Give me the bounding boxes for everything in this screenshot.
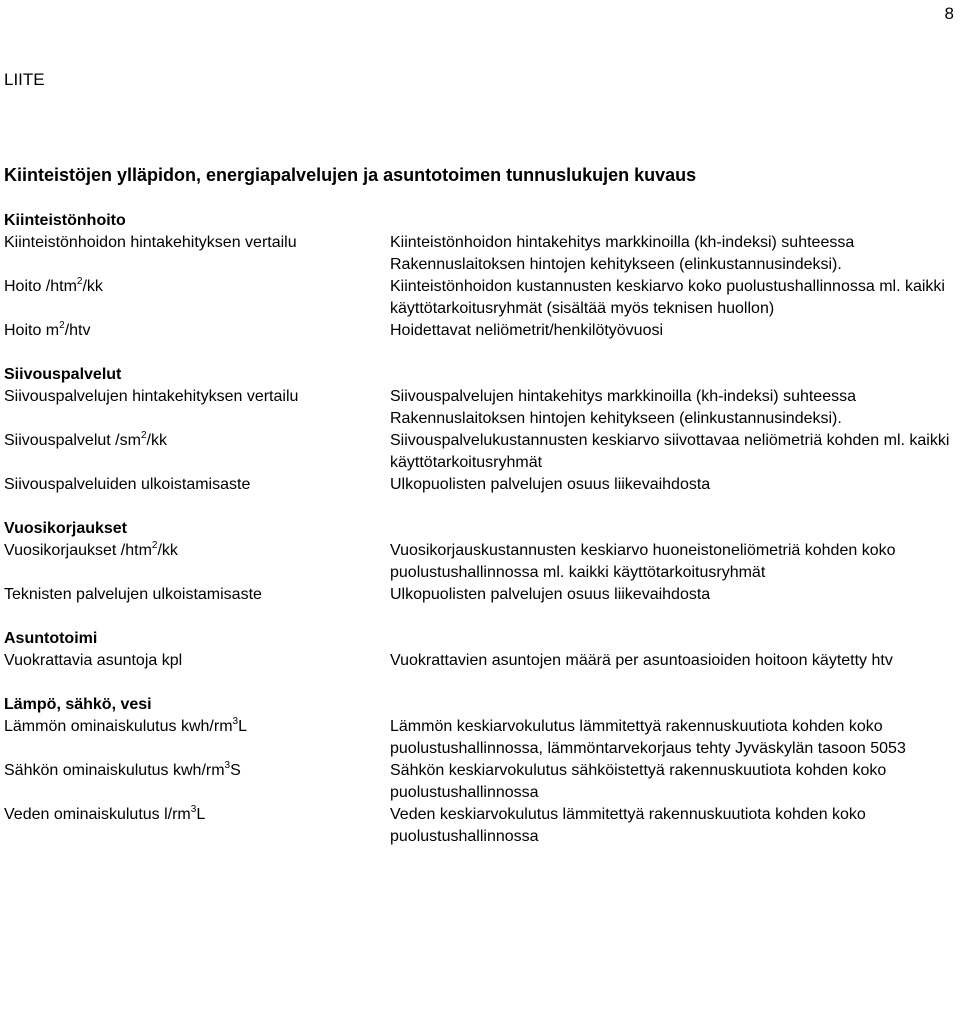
definition-row xyxy=(4,276,956,320)
definition-row xyxy=(4,474,956,496)
definition-description: Siivouspalvelujen hintakehitys markkinoilla (kh-indeksi) suhteessa Rakennuslaitoksen hintojen kehitykseen (elinkustannusindeksi). xyxy=(390,388,856,427)
definition-description: Kiinteistönhoidon kustannusten keskiarvo koko puolustushallinnossa ml. kaikki käyttötarkoitusryhmät (sisältää myös teknisen huollon) xyxy=(390,278,945,317)
definition-term: Lämmön ominaiskulutus kwh/$rm^3L$ xyxy=(4,716,247,735)
definition-term: Siivouspalvelut $/sm^2/kk$ xyxy=(4,430,167,449)
section-heading-property-maintenance: Kiinteistönhoito xyxy=(4,212,126,229)
definition-description: Vuosikorjauskustannusten keskiarvo huoneistoneliömetriä kohden koko puolustushallinnossa ml. kaikki käyttötarkoitusryhmät xyxy=(390,542,896,581)
definition-term: Teknisten palvelujen ulkoistamisaste xyxy=(4,586,262,603)
definition-term: Hoito /htm$^2$/kk xyxy=(4,276,103,295)
section-heading-utilities: Lämpö, sähkö, vesi xyxy=(4,696,152,713)
definition-description: Ulkopuolisten palvelujen osuus liikevaihdosta xyxy=(390,586,711,603)
definition-description: Sähkön keskiarvokulutus sähköistettyä rakennuskuutiota kohden koko puolustushallinnossa xyxy=(390,762,887,801)
definition-description: Siivouspalvelukustannusten keskiarvo siivottavaa neliömetriä kohden ml. kaikki käyttötarkoitusryhmät xyxy=(390,432,950,471)
page-number: 8 xyxy=(944,4,954,23)
definition-term: Veden ominaiskulutus $l/rm^3L$ xyxy=(4,804,206,823)
definition-term: Sähkön ominaiskulutus kwh/$rm^3S$ xyxy=(4,760,241,779)
definition-description: Vuokrattavien asuntojen määrä per asuntoasioiden hoitoon käytetty htv xyxy=(390,652,893,669)
definition-row xyxy=(4,584,956,606)
definition-description: Ulkopuolisten palvelujen osuus liikevaihdosta xyxy=(390,476,711,493)
definition-row xyxy=(4,386,956,430)
section-heading-annual-repairs: Vuosikorjaukset xyxy=(4,520,128,537)
definition-description: Lämmön keskiarvokulutus lämmitettyä rakennuskuutiota kohden koko puolustushallinnossa, lämmöntarvekorjaus tehty Jyväskylän tasoon 5053 xyxy=(390,718,906,757)
definition-row xyxy=(4,804,956,848)
definition-term: Siivouspalveluiden ulkoistamisaste xyxy=(4,476,251,493)
definitions-list xyxy=(4,210,956,848)
definition-row xyxy=(4,430,956,474)
definition-row xyxy=(4,716,956,760)
section-heading-housing: Asuntotoimi xyxy=(4,630,98,647)
definition-description: Hoidettavat neliömetrit/henkilötyövuosi xyxy=(390,322,664,339)
definition-term: Vuokrattavia asuntoja kpl xyxy=(4,652,183,669)
definition-row xyxy=(4,540,956,584)
section-heading-cleaning: Siivouspalvelut xyxy=(4,366,122,383)
definition-row xyxy=(4,650,956,672)
appendix-label: LIITE xyxy=(4,70,45,89)
definition-row xyxy=(4,232,956,276)
definition-term: Hoito $m^2$/htv xyxy=(4,320,91,339)
definition-term: Vuosikorjaukset /htm$^2$/kk xyxy=(4,540,178,559)
document-title: Kiinteistöjen ylläpidon, energiapalvelujen ja asuntotoimen tunnuslukujen kuvaus xyxy=(4,165,697,185)
definition-description: Kiinteistönhoidon hintakehitys markkinoilla (kh-indeksi) suhteessa Rakennuslaitoksen hintojen kehitykseen (elinkustannusindeksi). xyxy=(390,234,855,273)
definition-term: Siivouspalvelujen hintakehityksen vertailu xyxy=(4,388,299,405)
definition-description: Veden keskiarvokulutus lämmitettyä rakennuskuutiota kohden koko puolustushallinnossa xyxy=(390,806,866,845)
definition-row xyxy=(4,760,956,804)
definition-term: Kiinteistönhoidon hintakehityksen vertailu xyxy=(4,234,297,251)
definition-row xyxy=(4,320,956,342)
